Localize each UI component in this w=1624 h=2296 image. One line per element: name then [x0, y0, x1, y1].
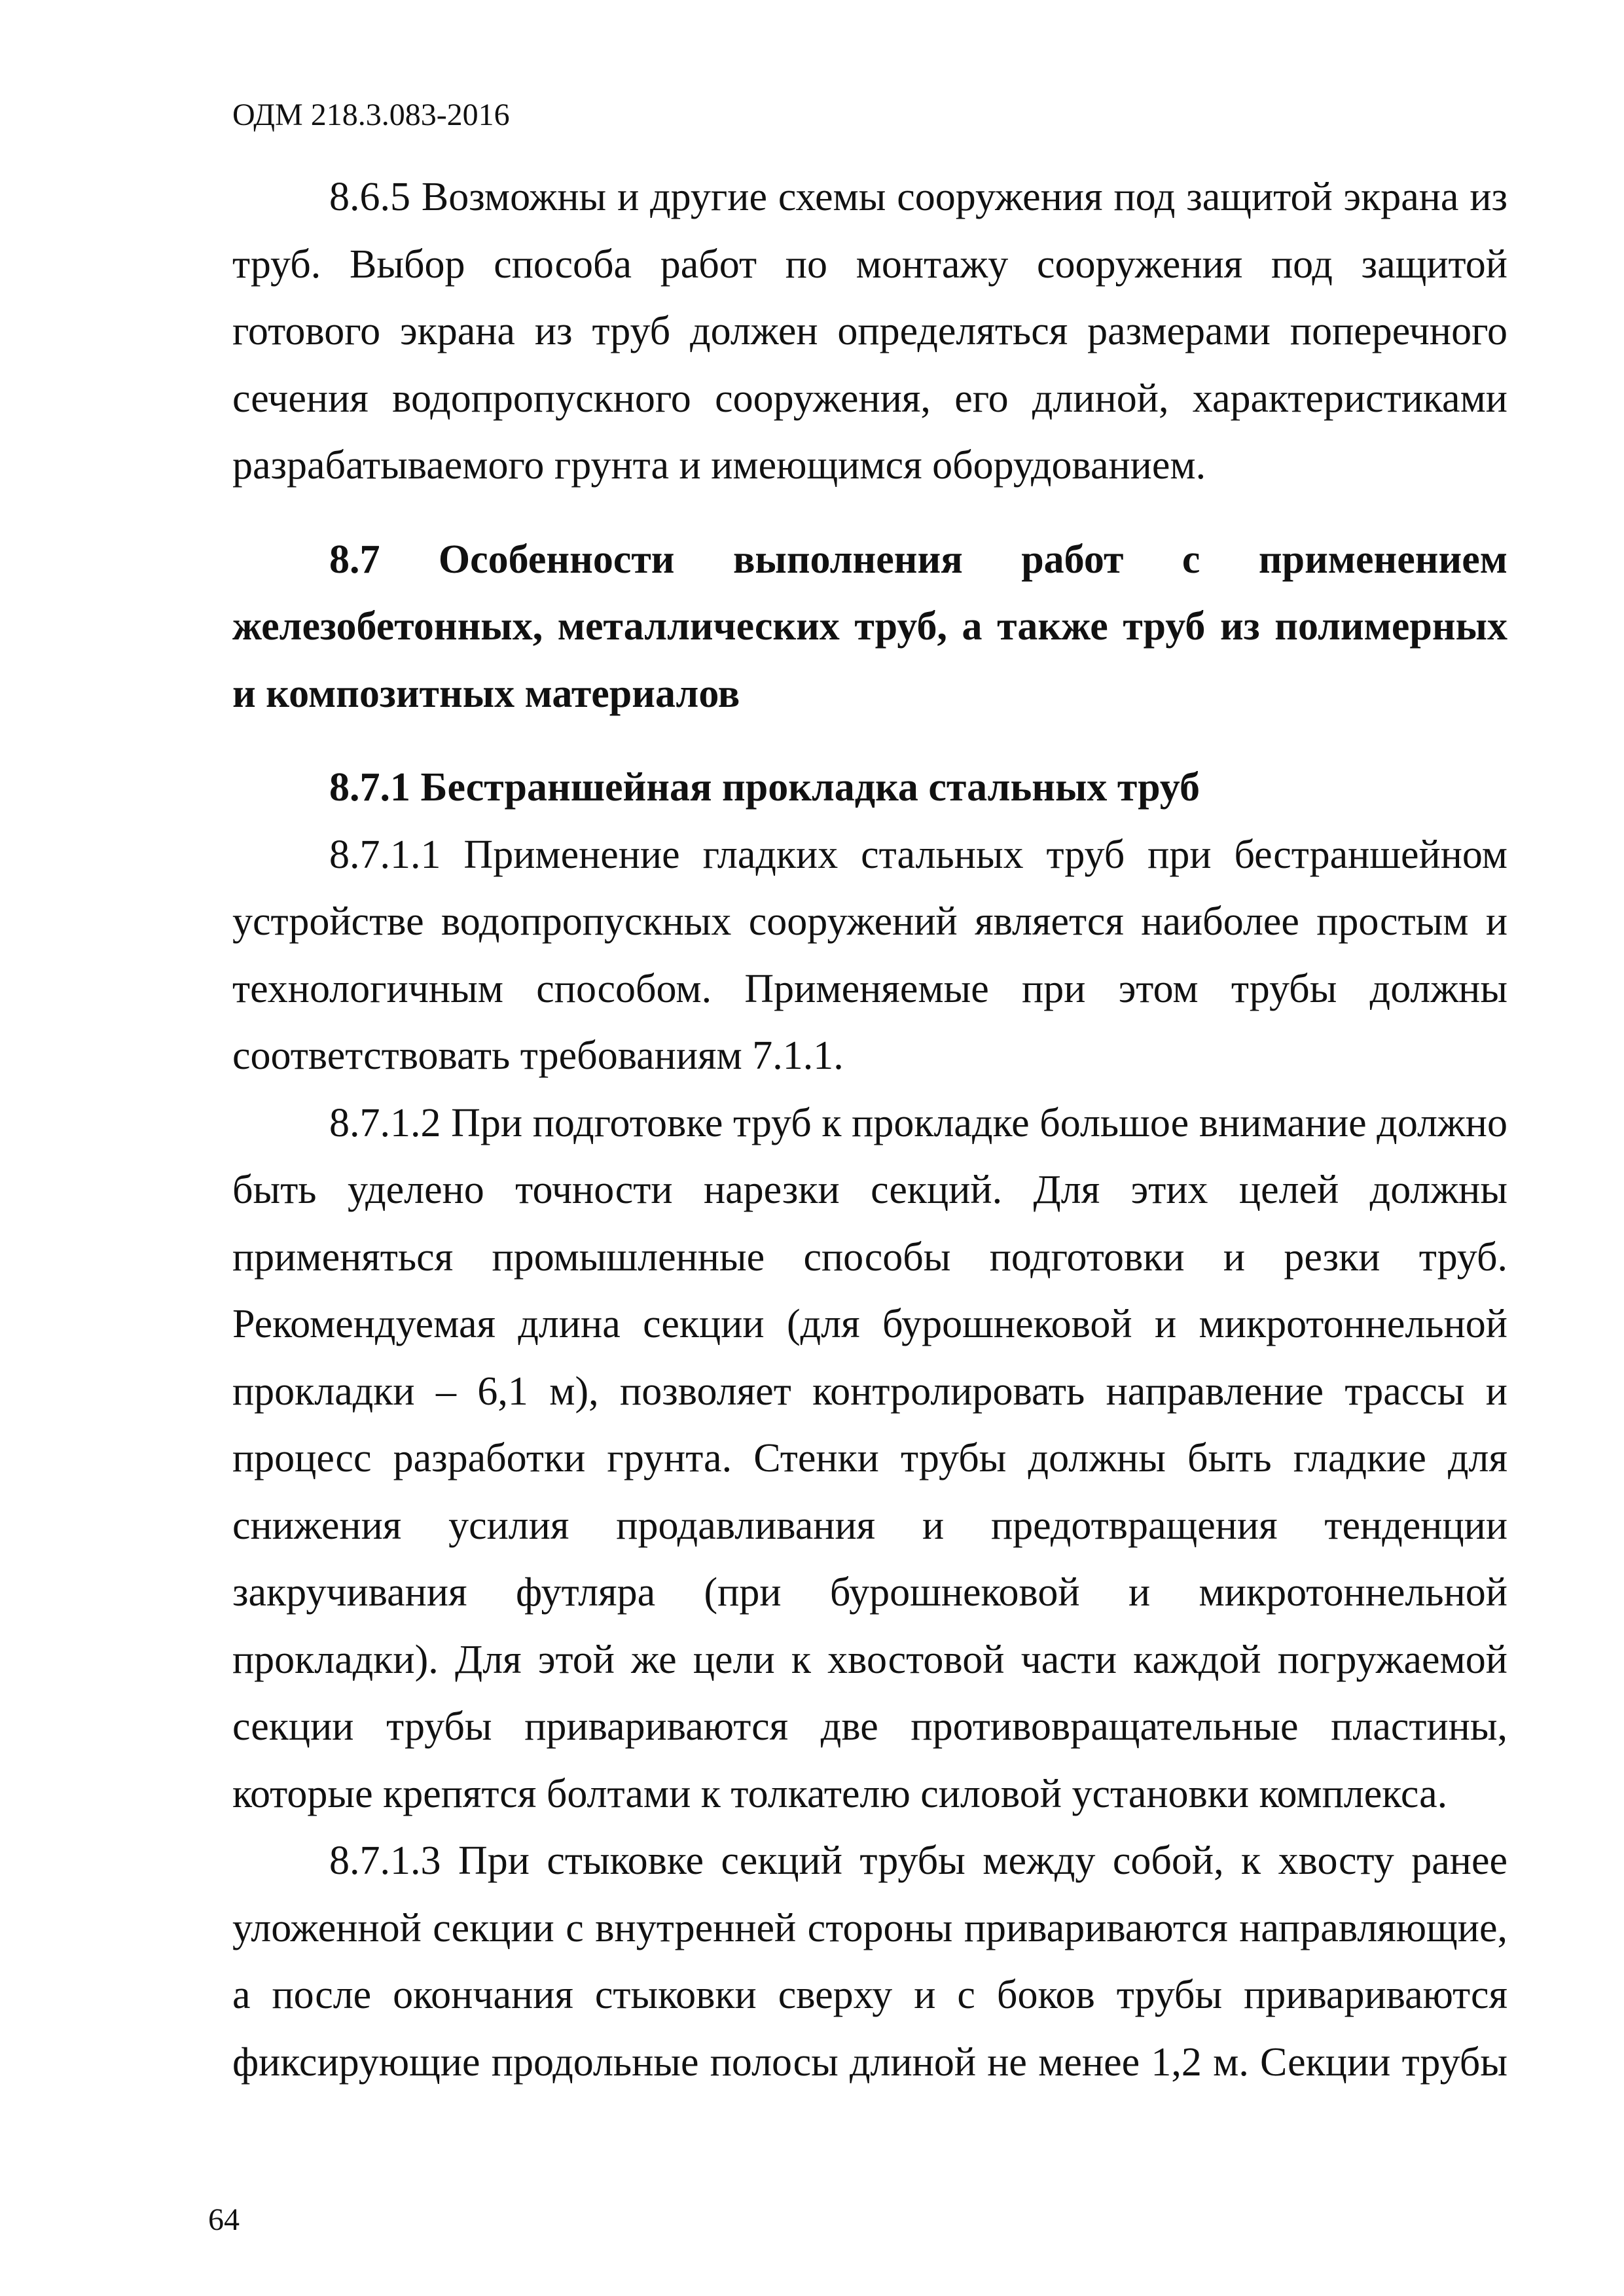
section-heading-8-7: 8.7 Особенности выполнения работ с применением железобетонных, металлических труб, а также труб из полимерных и композитных материалов [232, 537, 1507, 716]
paragraph-8-7-1-2: 8.7.1.2 При подготовке труб к прокладке большое внимание должно быть уделено точности нарезки секций. Для этих целей должны применяться промышленные способы подготовки и резки труб. Рекомендуемая длина секции (для бурошнековой и микротоннельной прокладки – 6,1 м), позволяет контролировать направление трассы и процесс разработки грунта. Стенки трубы должны быть гладкие для снижения усилия продавливания и предотвращения тенденции закручивания футляра (при бурошнековой и микротоннельной прокладки). Для этой же цели к хвостовой части каждой погружаемой секции трубы привариваются две противовращательные пластины, которые крепятся болтами к толкателю силовой установки комплекса. [232, 1100, 1507, 1816]
document-code: ОДМ 218.3.083-2016 [232, 98, 510, 132]
subsection-heading-8-7-1: 8.7.1 Бестраншейная прокладка стальных труб [329, 765, 1200, 810]
paragraph-8-7-1-1: 8.7.1.1 Применение гладких стальных труб при бестраншейном устройстве водопропускных сооружений является наиболее простым и технологичным способом. Применяемые при этом трубы должны соответствовать требованиям 7.1.1. [232, 832, 1507, 1078]
paragraph-8-6-5: 8.6.5 Возможны и другие схемы сооружения под защитой экрана из труб. Выбор способа работ по монтажу сооружения под защитой готового экрана из труб должен определяться размерами поперечного сечения водопропускного сооружения, его длиной, характеристиками разрабатываемого грунта и имеющимся оборудованием. [232, 175, 1507, 488]
page-body [232, 164, 1507, 2096]
page-number: 64 [208, 2202, 240, 2237]
paragraph-8-7-1-3: 8.7.1.3 При стыковке секций трубы между собой, к хвосту ранее уложенной секции с внутренней стороны привариваются направляющие, а после окончания стыковки сверху и с боков трубы привариваются фиксирующие продольные полосы длиной не менее 1,2 м. Секции трубы [232, 1839, 1507, 2085]
